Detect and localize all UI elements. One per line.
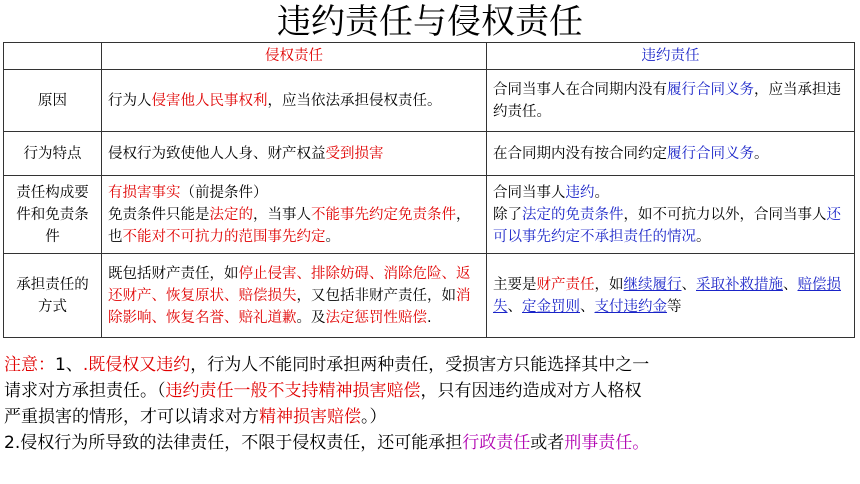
header-tort: 侵权责任 bbox=[102, 43, 487, 70]
tort-cell: 既包括财产责任，如停止侵害、排除妨碍、消除危险、返还财产、恢复原状、赔偿损失，又包括非财产责任，如消除影响、恢复名誉、赔礼道歉。及法定惩罚性赔偿. bbox=[102, 254, 487, 338]
tort-cell: 侵权行为致使他人人身、财产权益受到损害 bbox=[102, 132, 487, 176]
table-row bbox=[4, 176, 855, 254]
tort-cell: 有损害事实（前提条件） 免责条件只能是法定的，当事人不能事先约定免责条件，也不能对不可抗力的范围事先约定。 bbox=[102, 176, 487, 254]
table-row bbox=[4, 254, 855, 338]
tort-cell: 行为人侵害他人民事权利，应当依法承担侵权责任。 bbox=[102, 70, 487, 132]
note-line: 注意：1、.既侵权又违约，行为人不能同时承担两种责任，受损害方只能选择其中之一 bbox=[4, 355, 650, 375]
note-line: 严重损害的情形，才可以请求对方精神损害赔偿。） bbox=[4, 407, 387, 427]
table-row bbox=[4, 132, 855, 176]
row-label: 承担责任的方式 bbox=[4, 254, 102, 338]
contract-cell: 合同当事人违约。 除了法定的免责条件，如不可抗力以外，合同当事人还可以事先约定不承担责任的情况。 bbox=[487, 176, 855, 254]
page-title: 违约责任与侵权责任 bbox=[277, 2, 583, 42]
note-line: 请求对方承担责任。（违约责任一般不支持精神损害赔偿，只有因违约造成对方人格权 bbox=[4, 381, 642, 401]
note-section bbox=[4, 352, 854, 456]
table-row bbox=[4, 70, 855, 132]
contract-cell: 合同当事人在合同期内没有履行合同义务，应当承担违约责任。 bbox=[487, 70, 855, 132]
table-header-row bbox=[4, 43, 855, 70]
row-label: 原因 bbox=[4, 70, 102, 132]
contract-cell: 主要是财产责任，如继续履行、采取补救措施、赔偿损失、定金罚则、支付违约金等 bbox=[487, 254, 855, 338]
header-contract: 违约责任 bbox=[487, 43, 855, 70]
row-label: 行为特点 bbox=[4, 132, 102, 176]
header-empty bbox=[4, 43, 102, 70]
note-line: 2.侵权行为所导致的法律责任，不限于侵权责任，还可能承担行政责任或者刑事责任。 bbox=[4, 433, 650, 453]
row-label: 责任构成要件和免责条件 bbox=[4, 176, 102, 254]
comparison-table bbox=[3, 42, 855, 338]
contract-cell: 在合同期内没有按合同约定履行合同义务。 bbox=[487, 132, 855, 176]
